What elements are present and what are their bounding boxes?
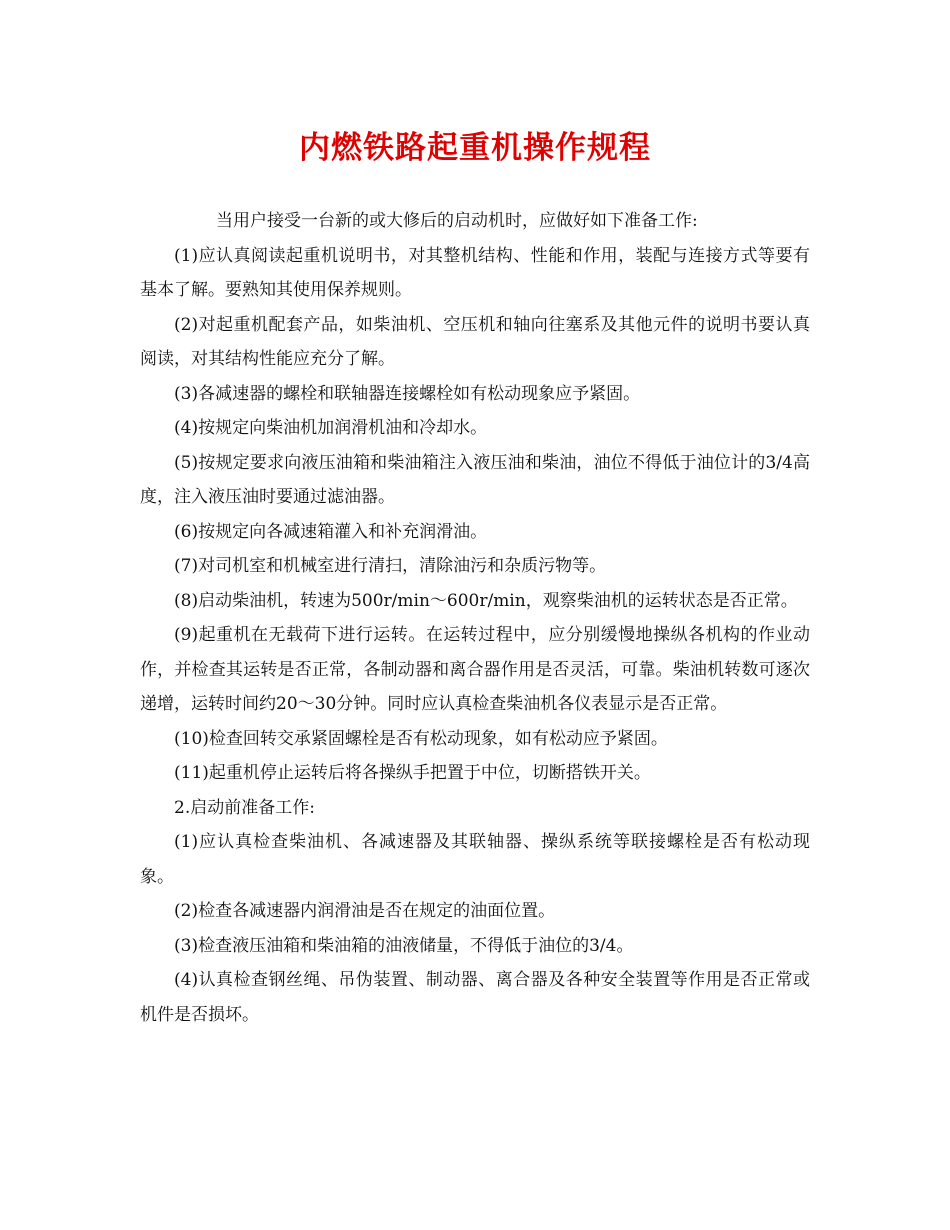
- paragraph-prep-5: (5)按规定要求向液压油箱和柴油箱注入液压油和柴油，油位不得低于油位计的3/4高度，注入液压油时要通过滤油器。: [140, 452, 810, 507]
- section-heading-startup: 2.启动前准备工作:: [174, 797, 315, 818]
- paragraph-startup-1: (1)应认真检查柴油机、各减速器及其联轴器、操纵系统等联接螺栓是否有松动现象。: [140, 832, 810, 887]
- paragraph-prep-8: (8)启动柴油机，转速为500r/min～600r/min，观察柴油机的运转状态是否正常。: [174, 590, 798, 611]
- paragraph-prep-9: (9)起重机在无载荷下进行运转。在运转过程中，应分别缓慢地操纵各机构的作业动作，并检查其运转是否正常，各制动器和离合器作用是否灵活，可靠。柴油机转数可逐次递增，运转时间约20～30分钟。同时应认真检查柴油机各仪表显示是否正常。: [140, 625, 810, 714]
- paragraph-prep-7: (7)对司机室和机械室进行清扫，清除油污和杂质污物等。: [174, 556, 607, 576]
- paragraph-prep-11: (11)起重机停止运转后将各操纵手把置于中位，切断搭铁开关。: [174, 763, 651, 783]
- paragraph-prep-3: (3)各减速器的螺栓和联轴器连接螺栓如有松动现象应予紧固。: [174, 383, 641, 404]
- intro-paragraph: 当用户接受一台新的或大修后的启动机时，应做好如下准备工作:: [216, 211, 698, 231]
- paragraph-startup-2: (2)检查各减速器内润滑油是否在规定的油面位置。: [174, 901, 556, 921]
- paragraph-startup-3: (3)检查液压油箱和柴油箱的油液储量，不得低于油位的3/4。: [174, 935, 634, 956]
- paragraph-startup-4: (4)认真检查钢丝绳、吊伪装置、制动器、离合器及各种安全装置等作用是否正常或机件是否损坏。: [140, 970, 810, 1025]
- paragraph-prep-10: (10)检查回转交承紧固螺栓是否有松动现象，如有松动应予紧固。: [174, 728, 668, 749]
- paragraph-prep-6: (6)按规定向各减速箱灌入和补充润滑油。: [174, 521, 488, 542]
- paragraph-prep-2: (2)对起重机配套产品，如柴油机、空压机和轴向往塞系及其他元件的说明书要认真阅读，对其结构性能应充分了解。: [140, 314, 810, 369]
- document-body: [140, 204, 810, 1032]
- document-title: 内燃铁路起重机操作规程: [299, 130, 651, 166]
- paragraph-prep-4: (4)按规定向柴油机加润滑机油和冷却水。: [174, 418, 488, 438]
- paragraph-prep-1: (1)应认真阅读起重机说明书，对其整机结构、性能和作用，装配与连接方式等要有基本了解。要熟知其使用保养规则。: [140, 245, 810, 300]
